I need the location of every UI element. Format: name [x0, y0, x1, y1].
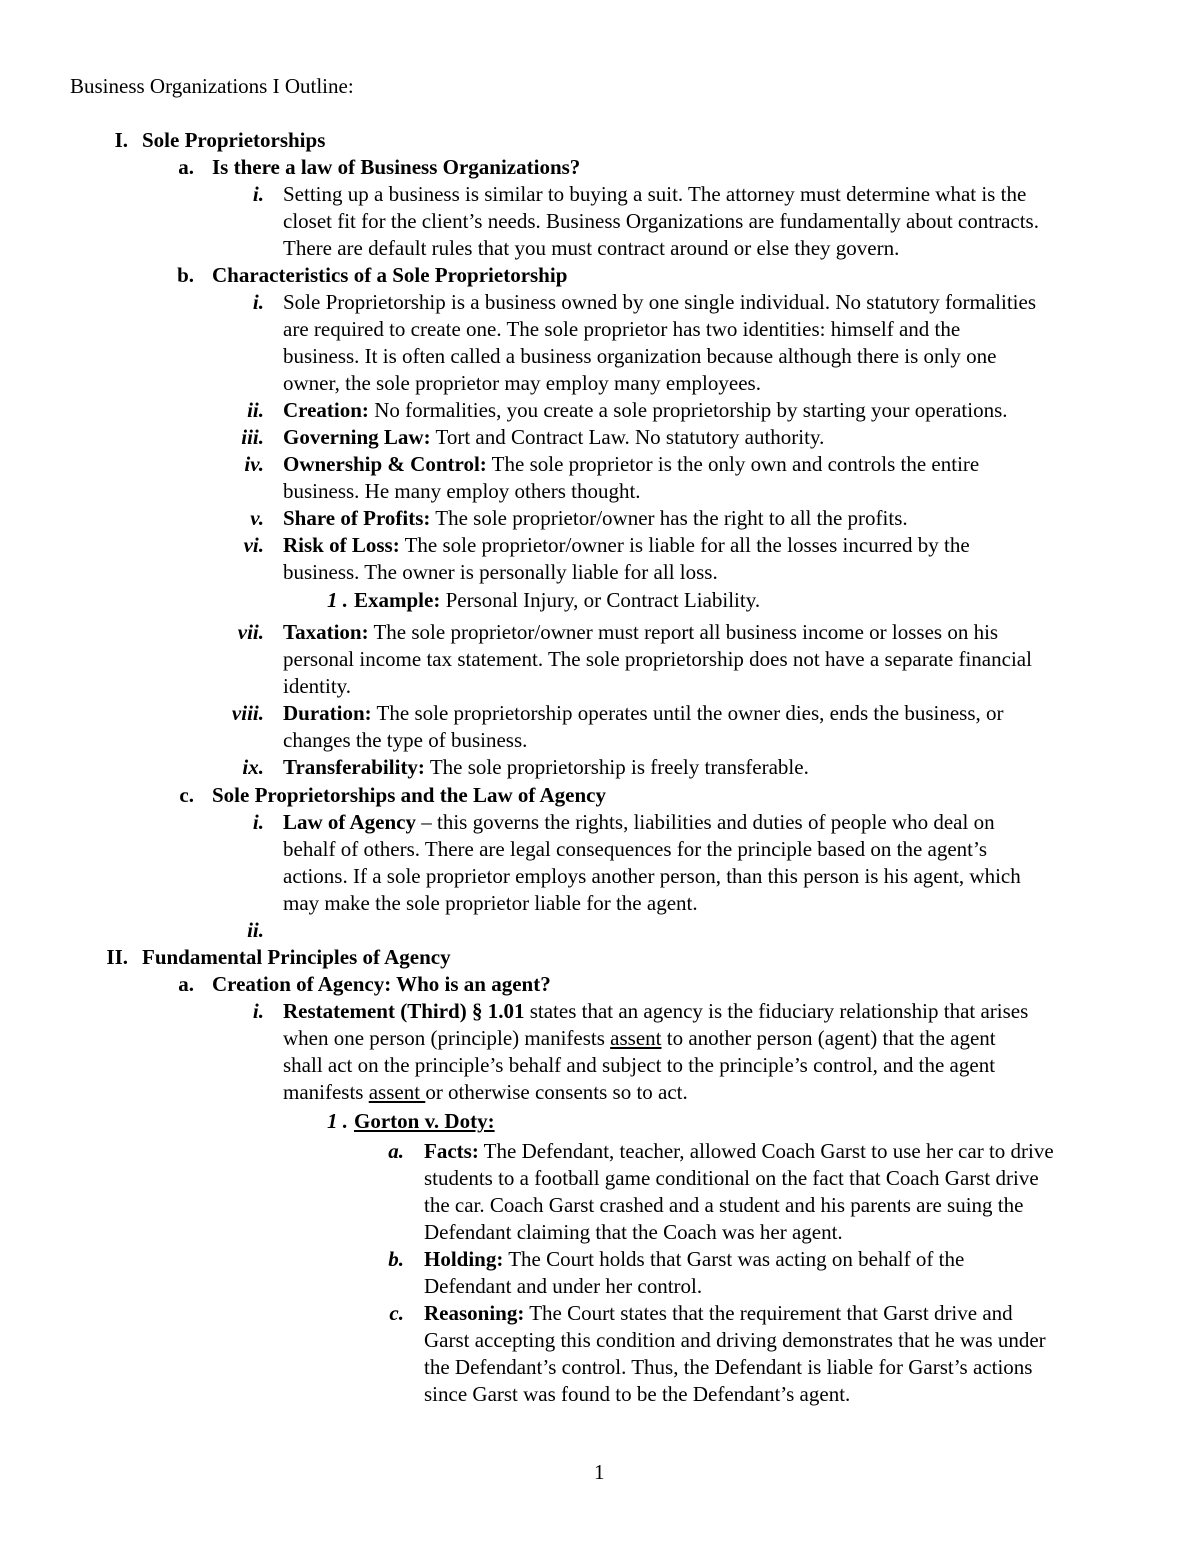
body-line	[283, 424, 824, 451]
item-numeral: v.	[250, 506, 264, 530]
term-text: states that an agency is the fiduciary relationship that arises	[524, 999, 1029, 1023]
item-numeral: vi.	[243, 533, 264, 557]
body-line: are required to create one. The sole proprietor has two identities: himself and the	[283, 317, 961, 341]
text-segment: manifests	[283, 1080, 369, 1104]
term-label: Taxation:	[283, 620, 369, 644]
term-label: Creation:	[283, 398, 369, 422]
item-numeral: ii.	[247, 918, 264, 942]
section-heading: Sole Proprietorships	[142, 128, 326, 152]
body-line: business. The owner is personally liable for all loss.	[283, 560, 718, 584]
item-numeral: i.	[252, 810, 264, 834]
body-line: There are default rules that you must contract around or else they govern.	[283, 236, 900, 260]
term-label: Ownership & Control:	[283, 452, 487, 476]
term-text: The sole proprietor/owner is liable for all the losses incurred by the	[404, 533, 970, 557]
item-numeral: ix.	[242, 755, 264, 779]
term-text: The sole proprietor/owner has the right to all the profits.	[435, 506, 908, 530]
item-numeral: vii.	[237, 620, 264, 644]
term-label: Duration:	[283, 701, 372, 725]
item-numeral: ii.	[247, 398, 264, 422]
body-line: business. It is often called a business organization because although there is only one	[283, 344, 997, 368]
body-line: Setting up a business is similar to buying a suit. The attorney must determine what is the	[283, 182, 1027, 206]
body-line	[283, 1079, 688, 1106]
body-line: closet fit for the client’s needs. Business Organizations are fundamentally about contracts.	[283, 209, 1039, 233]
text-segment: or otherwise consents so to act.	[425, 1080, 688, 1104]
item-numeral: i.	[252, 290, 264, 314]
subsection-heading: Sole Proprietorships and the Law of Agency	[212, 783, 606, 807]
body-line: Defendant and under her control.	[424, 1274, 703, 1298]
document-title: Business Organizations I Outline:	[70, 74, 354, 98]
term-text: The sole proprietorship is freely transferable.	[429, 755, 809, 779]
term-label: Share of Profits:	[283, 506, 431, 530]
body-line	[283, 505, 908, 532]
body-line	[424, 1300, 1013, 1327]
term-text: The sole proprietor/owner must report all business income or losses on his	[373, 620, 999, 644]
section-heading: Fundamental Principles of Agency	[142, 945, 451, 969]
term-text: The Court holds that Garst was acting on behalf of the	[503, 1247, 965, 1271]
body-line: the Defendant’s control. Thus, the Defendant is liable for Garst’s actions	[424, 1355, 1033, 1379]
item-number: 1 .	[327, 588, 348, 612]
term-text: The sole proprietorship operates until the owner dies, ends the business, or	[376, 701, 1004, 725]
underlined-term: assent	[610, 1026, 662, 1050]
underlined-term: assent	[368, 1080, 426, 1104]
term-text: No formalities, you create a sole proprietorship by starting your operations.	[374, 398, 1008, 422]
body-line: owner, the sole proprietor may employ many employees.	[283, 371, 761, 395]
text-segment: to another person (agent) that the agent	[661, 1026, 996, 1050]
body-line: may make the sole proprietor liable for the agent.	[283, 891, 698, 915]
item-letter: a.	[388, 1139, 404, 1163]
term-text: The Defendant, teacher, allowed Coach Garst to use her car to drive	[478, 1139, 1054, 1163]
item-numeral: iii.	[241, 425, 264, 449]
item-numeral: i.	[252, 999, 264, 1023]
body-line	[283, 809, 995, 836]
term-label: Law of Agency	[283, 810, 416, 834]
term-label: Holding:	[424, 1247, 504, 1271]
body-line	[283, 754, 809, 781]
term-label: Example:	[354, 588, 441, 612]
body-line: personal income tax statement. The sole proprietorship does not have a separate financial	[283, 647, 1032, 671]
body-line: business. He many employ others thought.	[283, 479, 641, 503]
subsection-letter: a.	[178, 155, 194, 179]
item-number: 1 .	[327, 1109, 348, 1133]
term-label: Facts:	[424, 1139, 479, 1163]
subsection-heading: Is there a law of Business Organizations?	[212, 155, 581, 179]
term-text: The sole proprietor is the only own and controls the entire	[491, 452, 980, 476]
page-number: 1	[594, 1460, 605, 1484]
body-line	[283, 1025, 996, 1052]
body-line: actions. If a sole proprietor employs another person, than this person is his agent, which	[283, 864, 1021, 888]
subsection-heading: Creation of Agency: Who is an agent?	[212, 972, 551, 996]
body-line	[354, 587, 760, 614]
subsection-heading: Characteristics of a Sole Proprietorship	[212, 263, 568, 287]
term-label: Reasoning:	[424, 1301, 525, 1325]
term-text: The Court states that the requirement that Garst drive and	[524, 1301, 1013, 1325]
body-line	[283, 998, 1028, 1025]
body-line	[283, 451, 979, 478]
item-numeral: iv.	[244, 452, 264, 476]
body-line: students to a football game conditional on the fact that Coach Garst drive	[424, 1166, 1039, 1190]
section-number: I.	[114, 128, 128, 152]
body-line	[283, 532, 970, 559]
term-label: Governing Law:	[283, 425, 431, 449]
body-line	[424, 1138, 1054, 1165]
body-line	[424, 1246, 964, 1273]
body-line: the car. Coach Garst crashed and a student and his parents are suing the	[424, 1193, 1024, 1217]
body-line	[283, 397, 1008, 424]
body-line: Sole Proprietorship is a business owned by one single individual. No statutory formalities	[283, 290, 1036, 314]
item-letter: c.	[389, 1301, 404, 1325]
term-label: Transferability:	[283, 755, 425, 779]
term-text: – this governs the rights, liabilities and duties of people who deal on	[416, 810, 995, 834]
term-label: Restatement (Third) § 1.01	[283, 999, 525, 1023]
body-line: Garst accepting this condition and driving demonstrates that he was under	[424, 1328, 1046, 1352]
section-number: II.	[106, 945, 128, 969]
body-line: Defendant claiming that the Coach was her agent.	[424, 1220, 843, 1244]
item-letter: b.	[388, 1247, 404, 1271]
body-line: since Garst was found to be the Defendant’s agent.	[424, 1382, 851, 1406]
item-numeral: i.	[252, 182, 264, 206]
subsection-letter: a.	[178, 972, 194, 996]
body-line	[283, 619, 998, 646]
body-line	[283, 700, 1004, 727]
term-text: Tort and Contract Law. No statutory authority.	[435, 425, 825, 449]
case-name: Gorton v. Doty:	[354, 1109, 495, 1133]
subsection-letter: c.	[179, 783, 194, 807]
body-line: identity.	[283, 674, 352, 698]
body-line: changes the type of business.	[283, 728, 528, 752]
body-line: behalf of others. There are legal consequences for the principle based on the agent’s	[283, 837, 987, 861]
body-line: shall act on the principle’s behalf and subject to the principle’s control, and the agent	[283, 1053, 996, 1077]
item-numeral: viii.	[231, 701, 264, 725]
term-label: Risk of Loss:	[283, 533, 400, 557]
term-text: Personal Injury, or Contract Liability.	[445, 588, 761, 612]
text-segment: when one person (principle) manifests	[283, 1026, 611, 1050]
subsection-letter: b.	[177, 263, 194, 287]
